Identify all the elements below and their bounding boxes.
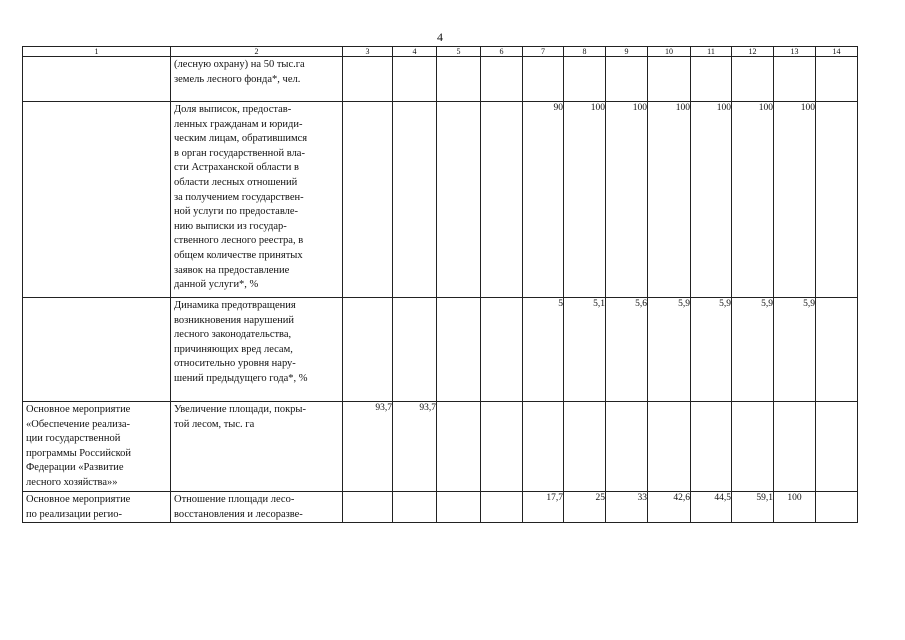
column-number: 5: [437, 47, 481, 57]
value-cell: 100: [774, 102, 816, 298]
value-cell: 44,5: [691, 492, 732, 523]
value-cell: 25: [564, 492, 606, 523]
value-cell: [343, 492, 393, 523]
column-number: 12: [732, 47, 774, 57]
activity-name-cell: [23, 298, 171, 402]
value-cell: [564, 402, 606, 492]
value-cell: [437, 298, 481, 402]
value-cell: 42,6: [648, 492, 691, 523]
value-cell: [481, 402, 523, 492]
activity-name-cell: [23, 57, 171, 102]
column-number: 9: [606, 47, 648, 57]
value-cell: [691, 402, 732, 492]
activity-name-cell: [23, 402, 171, 492]
value-cell: [816, 57, 858, 102]
page-number: 4: [437, 30, 443, 44]
value-cell: 100: [564, 102, 606, 298]
value-cell: [393, 492, 437, 523]
table-row: [23, 298, 858, 402]
value-cell: 100: [774, 492, 816, 523]
column-number: 8: [564, 47, 606, 57]
table-row: [23, 57, 858, 102]
value-cell: 100: [606, 102, 648, 298]
indicator-cell: [171, 102, 343, 298]
value-cell: [774, 57, 816, 102]
value-cell: [393, 57, 437, 102]
value-cell: [816, 402, 858, 492]
indicator-table: [22, 46, 858, 523]
value-cell: [606, 57, 648, 102]
value-cell: 90: [523, 102, 564, 298]
value-cell: [481, 298, 523, 402]
column-number-row: [23, 47, 858, 57]
indicator-cell: [171, 492, 343, 523]
indicator-name: Увеличение площади, покры- той лесом, тыс. га: [174, 404, 306, 430]
value-cell: [816, 492, 858, 523]
value-cell: [816, 298, 858, 402]
value-cell: [732, 402, 774, 492]
column-number: 13: [774, 47, 816, 57]
value-cell: [393, 102, 437, 298]
activity-name: Основное мероприятие по реализации регио-: [26, 494, 131, 520]
column-number: 14: [816, 47, 858, 57]
value-cell: 59,1: [732, 492, 774, 523]
column-number: 3: [343, 47, 393, 57]
activity-name: Основное мероприятие «Обеспечение реализа- ции государственной программы Российской Федерации «Развитие лесного хозяйства»»: [26, 404, 132, 488]
value-cell: 100: [691, 102, 732, 298]
value-cell: [481, 57, 523, 102]
column-number: 11: [691, 47, 732, 57]
indicator-name: (лесную охрану) на 50 тыс.га земель лесного фонда*, чел.: [174, 59, 305, 85]
value-cell: 5,6: [606, 298, 648, 402]
value-cell: 93,7: [343, 402, 393, 492]
activity-name: [23, 57, 170, 58]
value-cell: [523, 57, 564, 102]
value-cell: 100: [732, 102, 774, 298]
value-cell: 5,9: [774, 298, 816, 402]
value-cell: 5,9: [648, 298, 691, 402]
value-cell: [437, 102, 481, 298]
value-cell: [732, 57, 774, 102]
value-cell: [691, 57, 732, 102]
value-cell: 17,7: [523, 492, 564, 523]
activity-name: [23, 102, 170, 103]
value-cell: [481, 102, 523, 298]
value-cell: 100: [648, 102, 691, 298]
table-row: [23, 102, 858, 298]
value-cell: 33: [606, 492, 648, 523]
activity-name-cell: [23, 492, 171, 523]
value-cell: [523, 402, 564, 492]
value-cell: [437, 57, 481, 102]
column-number: 1: [23, 47, 171, 57]
indicator-name: Отношение площади лесо- восстановления и лесоразве-: [174, 494, 303, 520]
value-cell: [343, 298, 393, 402]
value-cell: [606, 402, 648, 492]
value-cell: [393, 298, 437, 402]
indicator-name: Динамика предотвращения возникновения нарушений лесного законодательства, причиняющих вред лесам, относительно уровня нару- шений предыдущего года*, %: [174, 300, 308, 384]
column-number: 7: [523, 47, 564, 57]
value-cell: [481, 492, 523, 523]
value-cell: 5: [523, 298, 564, 402]
value-cell: 5,1: [564, 298, 606, 402]
value-cell: 5,9: [732, 298, 774, 402]
value-cell: [343, 102, 393, 298]
value-cell: [774, 402, 816, 492]
column-number: 10: [648, 47, 691, 57]
value-cell: 5,9: [691, 298, 732, 402]
indicator-name: Доля выписок, предостав- ленных гражданам и юриди- ческим лицам, обратившимся в орган государственной вла- сти Астраханской области в области лесных отношений за получением государствен- ной услуги по предоставле- нию выписки из государ- ственного лесного реестра, в общем количестве принятых заявок на предоставление данной услуги*, %: [174, 104, 308, 291]
activity-name: [23, 298, 170, 299]
indicator-cell: [171, 298, 343, 402]
value-cell: [816, 102, 858, 298]
value-cell: [648, 402, 691, 492]
value-cell: [564, 57, 606, 102]
value-cell: [437, 492, 481, 523]
indicator-cell: [171, 402, 343, 492]
value-cell: 93,7: [393, 402, 437, 492]
table-row: [23, 492, 858, 523]
column-number: 2: [171, 47, 343, 57]
column-number: 4: [393, 47, 437, 57]
table-row: [23, 402, 858, 492]
column-number: 6: [481, 47, 523, 57]
value-cell: [343, 57, 393, 102]
indicator-cell: [171, 57, 343, 102]
value-cell: [437, 402, 481, 492]
activity-name-cell: [23, 102, 171, 298]
value-cell: [648, 57, 691, 102]
